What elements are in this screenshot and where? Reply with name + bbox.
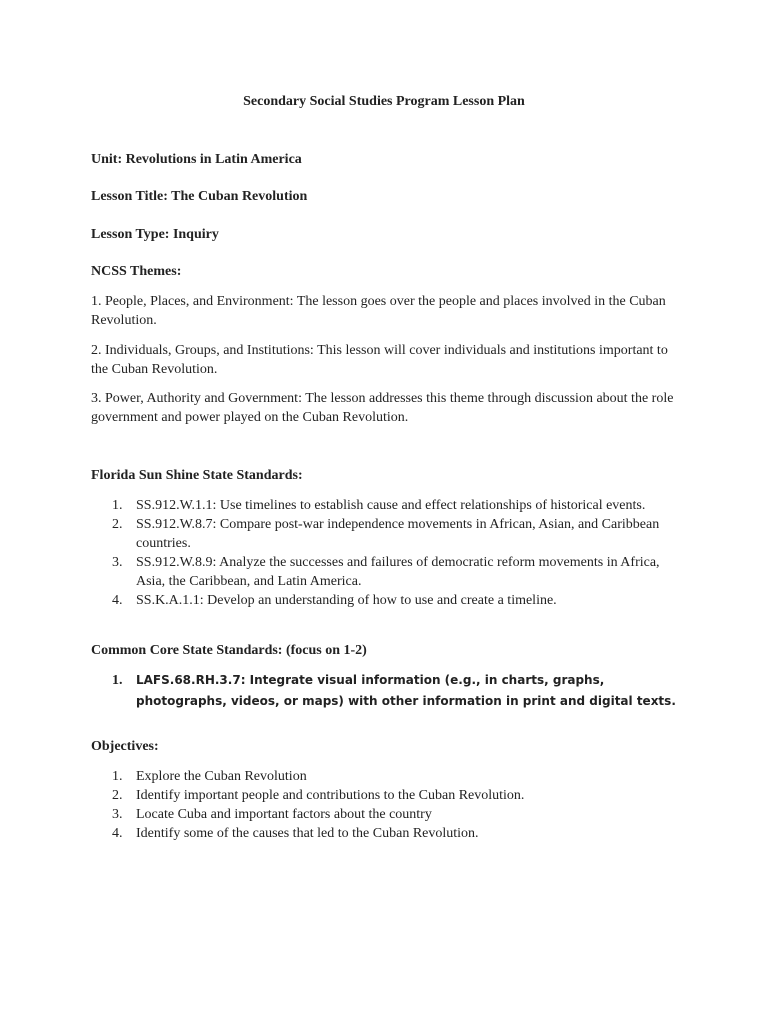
list-item	[91, 824, 681, 843]
list-item	[91, 670, 681, 712]
list-number: 3.	[112, 807, 123, 822]
list-text: SS.K.A.1.1: Develop an understanding of how to use and create a timeline.	[136, 593, 557, 608]
objectives-list	[91, 767, 681, 843]
list-number: 1.	[112, 498, 123, 513]
list-item	[91, 591, 681, 610]
list-item	[91, 515, 681, 553]
florida-standards-heading: Florida Sun Shine State Standards:	[91, 468, 303, 483]
list-text: Explore the Cuban Revolution	[136, 769, 307, 784]
list-item	[91, 786, 681, 805]
list-number: 1.	[112, 769, 123, 784]
list-number: 3.	[112, 555, 123, 570]
list-text: SS.912.W.8.7: Compare post-war independence movements in African, Asian, and Caribbean countries.	[136, 517, 660, 551]
list-text: Identify important people and contributions to the Cuban Revolution.	[136, 788, 525, 803]
lesson-title-heading: Lesson Title: The Cuban Revolution	[91, 189, 308, 204]
ncss-theme-3: 3. Power, Authority and Government: The lesson addresses this theme through discussion about the role government and power played on the Cuban Revolution.	[91, 391, 674, 425]
list-number: 4.	[112, 593, 123, 608]
florida-standards-list	[91, 496, 681, 610]
list-number: 2.	[112, 788, 123, 803]
common-core-list	[91, 670, 681, 712]
ncss-heading: NCSS Themes:	[91, 264, 182, 279]
common-core-heading: Common Core State Standards: (focus on 1-2)	[91, 643, 367, 658]
list-item	[91, 553, 681, 591]
list-text: SS.912.W.1.1: Use timelines to establish cause and effect relationships of historical events.	[136, 498, 646, 513]
lesson-type-heading: Lesson Type: Inquiry	[91, 227, 219, 242]
list-number: 4.	[112, 826, 123, 841]
list-number: 2.	[112, 517, 123, 532]
list-text: LAFS.68.RH.3.7: Integrate visual information (e.g., in charts, graphs, photographs, videos, or maps) with other information in print and digital texts.	[136, 673, 676, 708]
unit-heading: Unit: Revolutions in Latin America	[91, 152, 302, 167]
list-text: Locate Cuba and important factors about the country	[136, 807, 432, 822]
list-number: 1.	[112, 673, 123, 688]
document-title: Secondary Social Studies Program Lesson Plan	[243, 94, 525, 109]
list-item	[91, 496, 681, 515]
ncss-theme-1: 1. People, Places, and Environment: The lesson goes over the people and places involved in the Cuban Revolution.	[91, 294, 666, 328]
objectives-heading: Objectives:	[91, 739, 159, 754]
list-item	[91, 767, 681, 786]
list-text: SS.912.W.8.9: Analyze the successes and failures of democratic reform movements in Africa, Asia, the Caribbean, and Latin America.	[136, 555, 660, 589]
list-text: Identify some of the causes that led to the Cuban Revolution.	[136, 826, 479, 841]
ncss-theme-2: 2. Individuals, Groups, and Institutions: This lesson will cover individuals and institutions important to the Cuban Revolution.	[91, 343, 668, 377]
list-item	[91, 805, 681, 824]
